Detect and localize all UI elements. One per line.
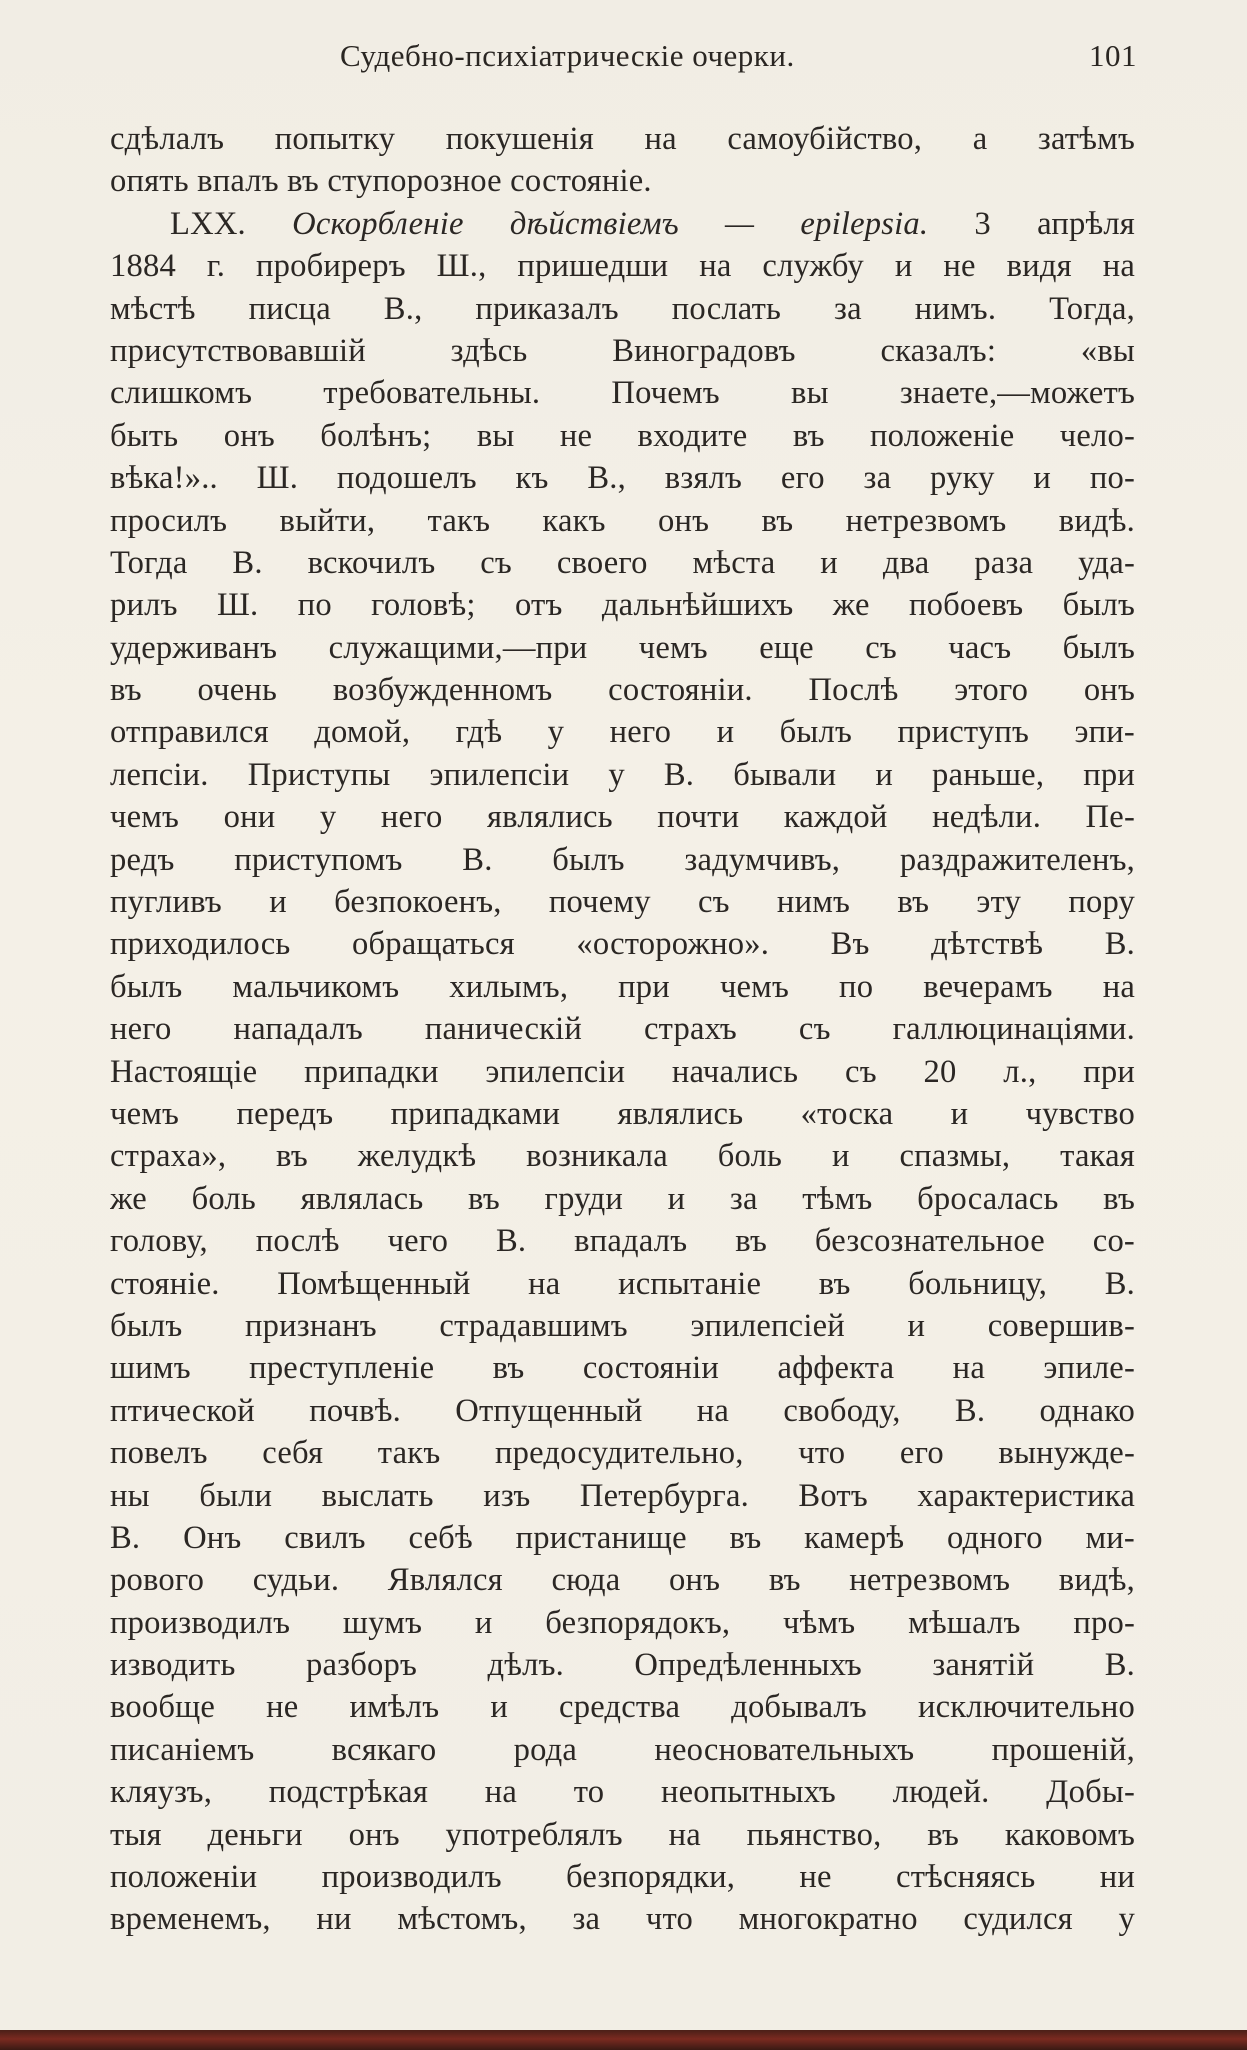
text-line: В. Онъ свилъ себѣ пристанище въ камерѣ одного ми- [110, 1519, 1135, 1556]
text-line: Тогда В. вскочилъ съ своего мѣста и два раза уда- [110, 544, 1135, 581]
text-line: удерживанъ служащими,—при чемъ еще съ часъ былъ [110, 629, 1135, 666]
text-line: редъ приступомъ В. былъ задумчивъ, раздражителенъ, [110, 841, 1135, 878]
text-line: просилъ выйти, такъ какъ онъ въ нетрезвомъ видѣ. [110, 502, 1135, 539]
text-line: пугливъ и безпокоенъ, почему съ нимъ въ эту пору [110, 884, 1135, 921]
text-line: въ очень возбужденномъ состояніи. Послѣ этого онъ [110, 672, 1135, 709]
text-line: сдѣлалъ попытку покушенія на самоубійство, а затѣмъ [110, 121, 1135, 157]
text-line: стояніе. Помѣщенный на испытаніе въ больницу, В. [110, 1265, 1135, 1302]
text-line: голову, послѣ чего В. впадалъ въ безсознательное со- [110, 1223, 1135, 1260]
text-line: лепсіи. Приступы эпилепсіи у В. бывали и раньше, при [110, 756, 1135, 793]
text-line: него нападалъ паническій страхъ съ галлюцинаціями. [110, 1011, 1135, 1048]
text-line: вѣка!».. Ш. подошелъ къ В., взялъ его за руку и по- [110, 460, 1135, 497]
text-line: повелъ себя такъ предосудительно, что его вынужде- [110, 1435, 1135, 1472]
text-line: отправился домой, гдѣ у него и былъ приступъ эпи- [110, 714, 1135, 751]
text-line: присутствовавшій здѣсь Виноградовъ сказалъ: «вы [110, 332, 1135, 369]
text-line: чемъ они у него являлись почти каждой недѣли. Пе- [110, 799, 1135, 836]
body-text [110, 118, 1135, 1941]
case-date: 3 апрѣля [974, 205, 1135, 242]
text-line: временемъ, ни мѣстомъ, за что многократно судился у [110, 1901, 1135, 1938]
running-title: Судебно-психіатрическіе очерки. [340, 38, 795, 73]
case-number: LXX. [170, 205, 246, 242]
case-title: Оскорбленіе дѣйствіемъ — epilepsia. [292, 205, 929, 242]
text-line: же боль являлась въ груди и за тѣмъ бросалась въ [110, 1180, 1135, 1217]
text-line: мѣстѣ писца В., приказалъ послать за нимъ. Тогда, [110, 290, 1135, 327]
text-line: писаніемъ всякаго рода неосновательныхъ прошеній, [110, 1731, 1135, 1768]
text-line: слишкомъ требовательны. Почемъ вы знаете,—можетъ [110, 375, 1135, 412]
text-line: тыя деньги онъ употреблялъ на пьянство, въ каковомъ [110, 1816, 1135, 1853]
text-line: положеніи производилъ безпорядки, не стѣсняясь ни [110, 1859, 1135, 1896]
text-line: ны были выслать изъ Петербурга. Вотъ характеристика [110, 1477, 1135, 1514]
text-line: опять впалъ въ ступорозное состояніе. [110, 163, 652, 200]
page-number: 101 [1089, 38, 1137, 73]
text-line: страха», въ желудкѣ возникала боль и спазмы, такая [110, 1138, 1135, 1175]
text-line: вообще не имѣлъ и средства добывалъ исключительно [110, 1689, 1135, 1726]
book-edge [0, 2030, 1247, 2050]
text-line: изводить разборъ дѣлъ. Опредѣленныхъ занятій В. [110, 1647, 1135, 1684]
case-heading-line [110, 203, 1135, 245]
text-line: быть онъ болѣнъ; вы не входите въ положеніе чело- [110, 417, 1135, 454]
text-line: былъ мальчикомъ хилымъ, при чемъ по вечерамъ на [110, 968, 1135, 1005]
text-line: шимъ преступленіе въ состояніи аффекта на эпиле- [110, 1350, 1135, 1387]
text-line: Настоящіе припадки эпилепсіи начались съ 20 л., при [110, 1053, 1135, 1090]
text-line: былъ признанъ страдавшимъ эпилепсіей и совершив- [110, 1307, 1135, 1344]
text-line: рилъ Ш. по головѣ; отъ дальнѣйшихъ же побоевъ былъ [110, 587, 1135, 624]
text-line: чемъ передъ припадками являлись «тоска и чувство [110, 1095, 1135, 1132]
text-line: производилъ шумъ и безпорядокъ, чѣмъ мѣшалъ про- [110, 1604, 1135, 1641]
text-line: кляузъ, подстрѣкая на то неопытныхъ людей. Добы- [110, 1774, 1135, 1811]
text-line: 1884 г. пробиреръ Ш., пришедши на службу и не видя на [110, 248, 1135, 285]
text-line: птической почвѣ. Отпущенный на свободу, В. однако [110, 1392, 1135, 1429]
text-line: приходилось обращаться «осторожно». Въ дѣтствѣ В. [110, 926, 1135, 963]
running-head [110, 34, 1137, 82]
text-line: рового судьи. Являлся сюда онъ въ нетрезвомъ видѣ, [110, 1562, 1135, 1599]
